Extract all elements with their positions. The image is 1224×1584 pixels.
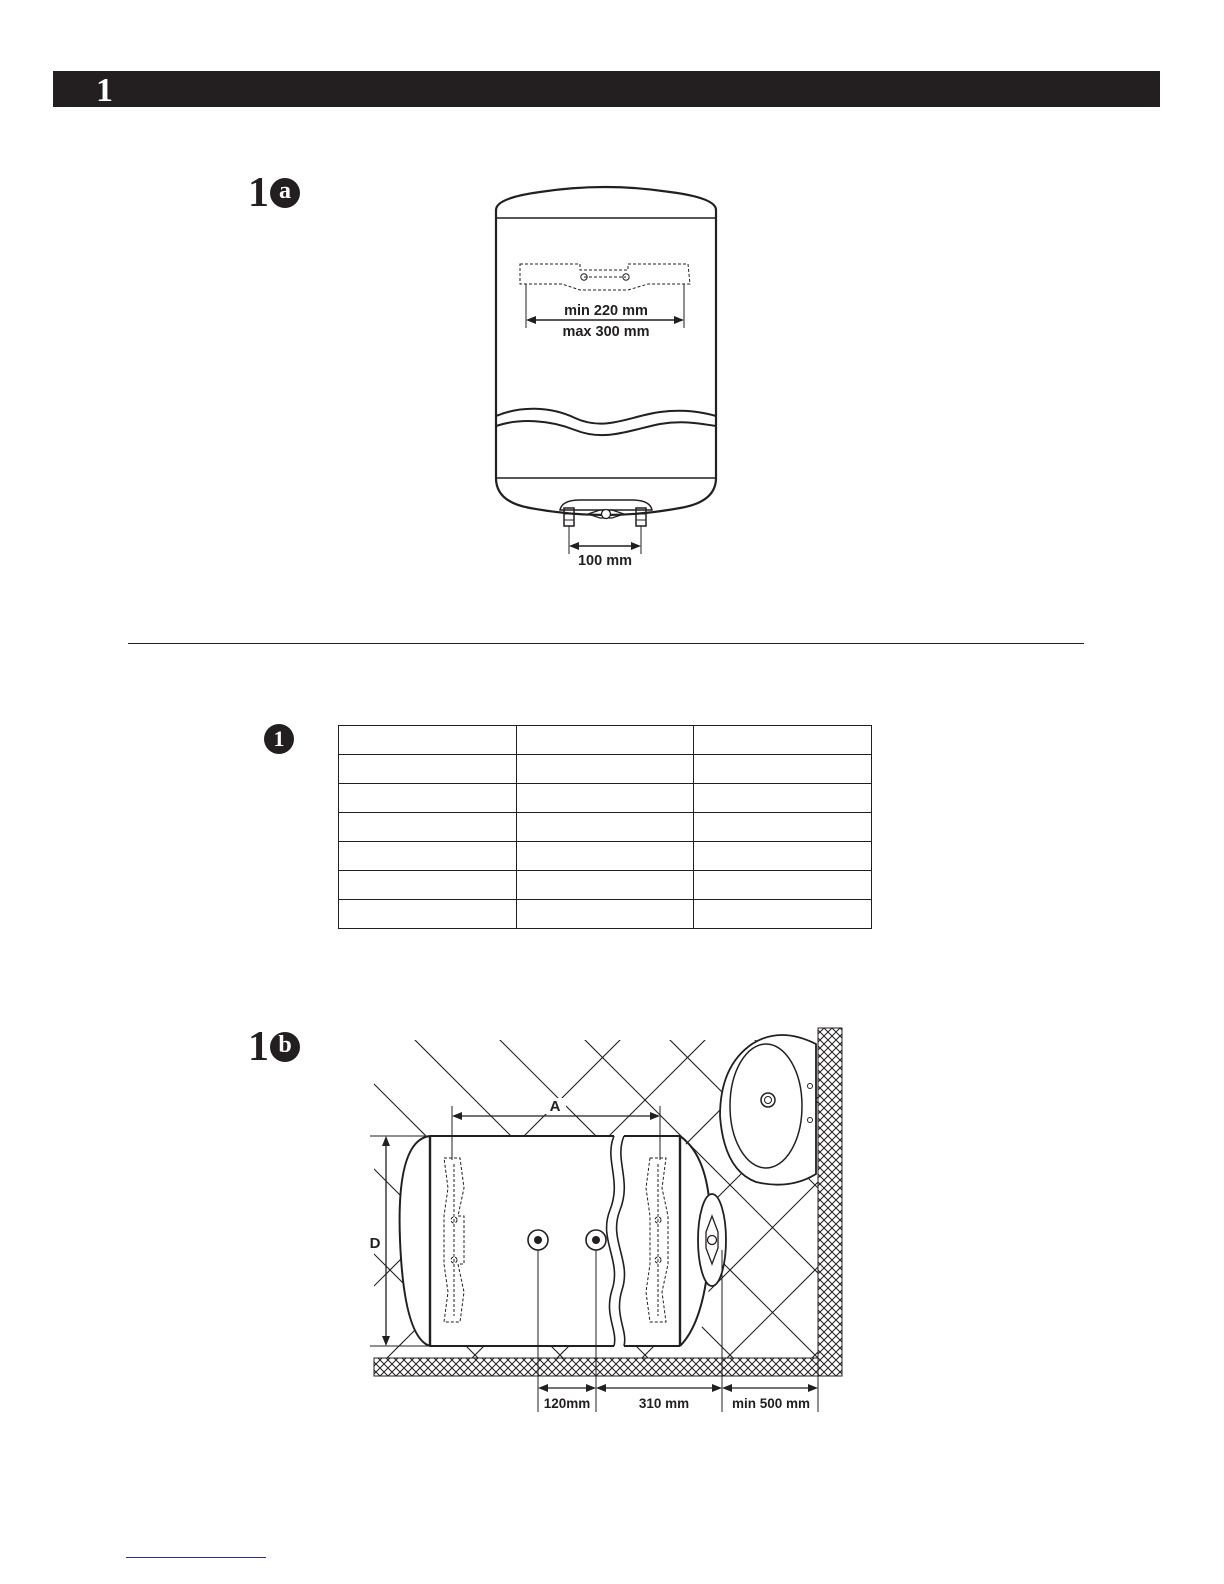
table-cell (694, 813, 872, 842)
wash-basin (720, 1035, 816, 1185)
pipe-spacing-label: 310 mm (638, 1396, 690, 1411)
min-clearance-label: min 500 mm (731, 1396, 811, 1411)
table-row (339, 755, 872, 784)
figure-1b-label (248, 1026, 300, 1068)
table-cell (694, 726, 872, 755)
heater-body-outline (496, 187, 716, 515)
table-cell (339, 726, 517, 755)
table-cell (516, 842, 694, 871)
table-cell (516, 784, 694, 813)
table-row (339, 900, 872, 929)
figure-1b-horizontal-heater-diagram (360, 1020, 860, 1420)
section-divider (128, 643, 1084, 644)
table-cell (694, 871, 872, 900)
section-number: 1 (96, 72, 113, 109)
heater-body (400, 1136, 711, 1346)
table-cell (339, 784, 517, 813)
table-cell (516, 813, 694, 842)
table-row (339, 813, 872, 842)
table-cell (339, 871, 517, 900)
inlet-pipe-connection (528, 1230, 548, 1250)
table-cell (339, 755, 517, 784)
section-header-bar (53, 71, 1160, 107)
table-marker-badge: 1 (264, 724, 294, 754)
pipe-offset-label: 120mm (543, 1396, 591, 1411)
figure-1a-letter-badge: a (270, 178, 300, 208)
table-row (339, 871, 872, 900)
table-row (339, 842, 872, 871)
figure-1b-letter-badge: b (270, 1032, 300, 1062)
figure-1a-label (248, 172, 300, 214)
footer-link-underline (126, 1557, 266, 1558)
bracket-spacing-max-label: max 300 mm (562, 324, 650, 340)
table-cell (516, 755, 694, 784)
pipe-spacing-label: 100 mm (577, 553, 633, 569)
table-row (339, 726, 872, 755)
figure-1a-vertical-heater-diagram (480, 180, 740, 580)
table-cell (516, 900, 694, 929)
table-cell (516, 871, 694, 900)
figure-1a-number: 1 (248, 170, 269, 216)
outlet-pipe-connection (586, 1230, 606, 1250)
dimension-d-label: D (369, 1235, 381, 1252)
specification-table (338, 725, 872, 929)
table-cell (339, 813, 517, 842)
table-cell (694, 755, 872, 784)
table-cell (516, 726, 694, 755)
table-cell (694, 900, 872, 929)
table-cell (694, 784, 872, 813)
bracket-spacing-min-label: min 220 mm (564, 303, 648, 319)
table-cell (339, 842, 517, 871)
side-wall-hatching (818, 1028, 842, 1376)
table-cell (339, 900, 517, 929)
table-cell (694, 842, 872, 871)
table-row (339, 784, 872, 813)
dimension-a-label: A (549, 1098, 561, 1115)
figure-1b-number: 1 (248, 1024, 269, 1070)
